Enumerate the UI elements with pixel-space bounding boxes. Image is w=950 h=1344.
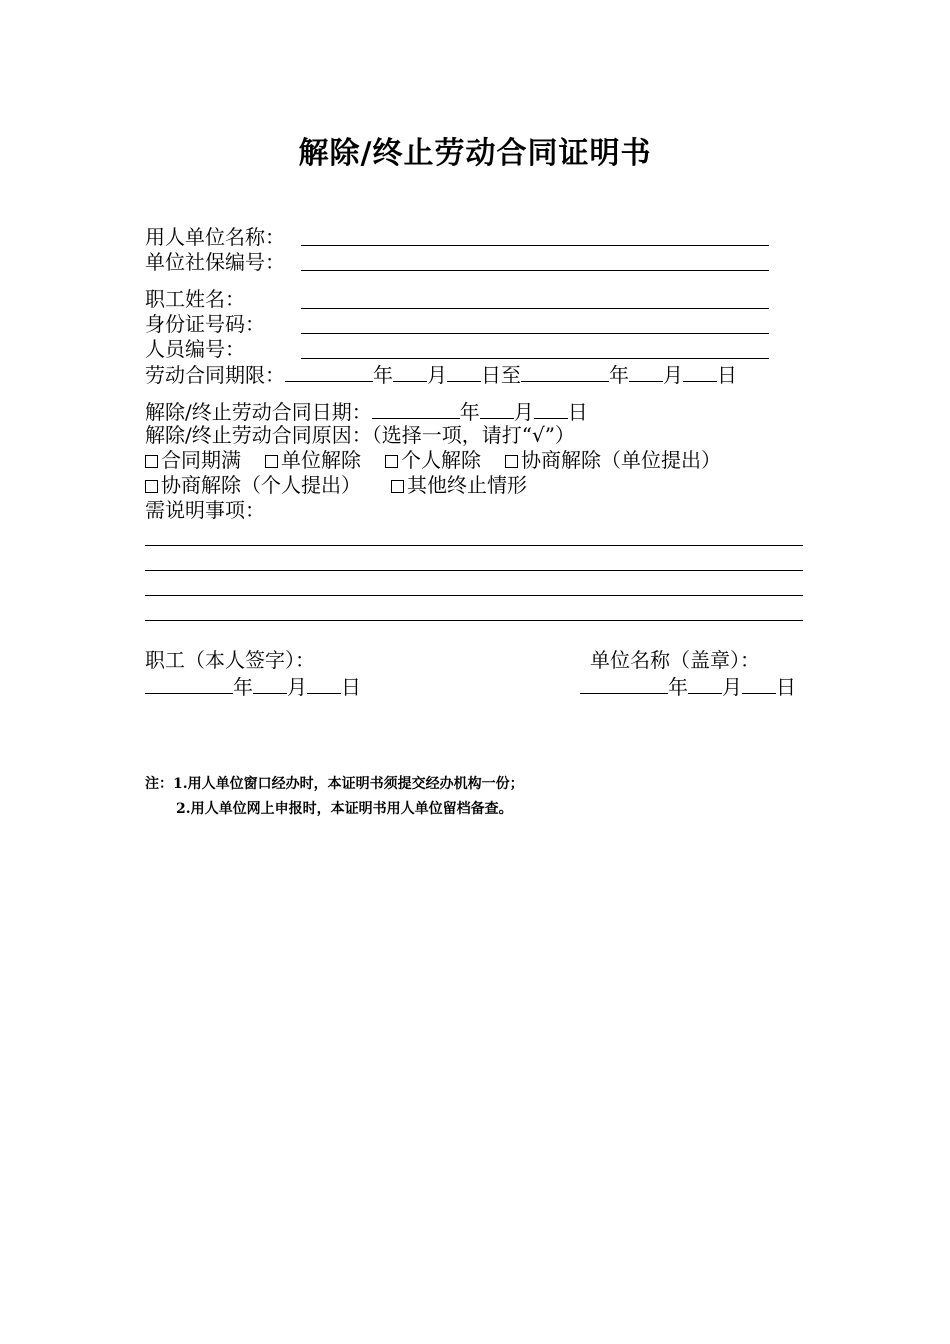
reason-option-mutual-employer[interactable]: 协商解除（单位提出） (505, 448, 721, 472)
remarks-line-3[interactable] (145, 595, 803, 596)
day-unit: 日 (776, 675, 796, 699)
day-unit: 日 (717, 363, 737, 387)
contract-term-row (145, 361, 737, 388)
termination-date-row (145, 398, 588, 425)
id-number-label: 身份证号码： (145, 312, 265, 336)
reason-option-employer-terminated[interactable]: 单位解除 (265, 448, 361, 472)
remarks-line-4[interactable] (145, 620, 803, 621)
term-start-year-field[interactable] (285, 361, 373, 382)
checkbox-icon[interactable] (505, 455, 518, 468)
reason-option-employee-terminated[interactable]: 个人解除 (385, 448, 481, 472)
employee-sign-year-field[interactable] (145, 673, 233, 694)
employee-signature-label: 职工（本人签字）： (145, 648, 315, 672)
remarks-label: 需说明事项： (145, 498, 265, 522)
reason-options-row-1 (145, 448, 721, 473)
note-line-2: 2.用人单位网上申报时，本证明书用人单位留档备查。 (176, 801, 513, 817)
employee-sign-date (145, 673, 361, 700)
reason-option-mutual-employee[interactable]: 协商解除（个人提出） (145, 473, 361, 497)
checkbox-icon[interactable] (145, 480, 158, 493)
checkbox-icon[interactable] (265, 455, 278, 468)
social-security-no-field[interactable] (301, 270, 769, 271)
id-number-field[interactable] (301, 333, 769, 334)
checkbox-icon[interactable] (145, 455, 158, 468)
employer-seal-day-field[interactable] (742, 673, 776, 694)
reason-option-contract-expired[interactable]: 合同期满 (145, 448, 241, 472)
year-unit: 年 (373, 363, 393, 387)
termination-date-label: 解除/终止劳动合同日期： (145, 400, 372, 424)
termination-month-field[interactable] (480, 398, 514, 419)
termination-year-field[interactable] (372, 398, 460, 419)
term-start-day-field[interactable] (447, 361, 481, 382)
employer-name-label: 用人单位名称： (145, 225, 285, 249)
employer-name-field[interactable] (301, 245, 769, 246)
remarks-line-2[interactable] (145, 570, 803, 571)
checkbox-icon[interactable] (391, 480, 404, 493)
day-unit: 日 (341, 675, 361, 699)
year-unit: 年 (233, 675, 253, 699)
reason-label: 解除/终止劳动合同原因：（选择一项，请打“√”） (145, 423, 575, 447)
to-unit: 日至 (481, 363, 521, 387)
term-end-month-field[interactable] (629, 361, 663, 382)
employer-seal-month-field[interactable] (688, 673, 722, 694)
reason-options-row-2 (145, 473, 527, 498)
month-unit: 月 (287, 675, 307, 699)
staff-no-label: 人员编号： (145, 337, 245, 361)
term-end-year-field[interactable] (521, 361, 609, 382)
employee-name-field[interactable] (301, 308, 769, 309)
staff-no-field[interactable] (301, 358, 769, 359)
checkbox-icon[interactable] (385, 455, 398, 468)
month-unit: 月 (513, 400, 534, 424)
remarks-line-1[interactable] (145, 545, 803, 546)
year-unit: 年 (609, 363, 629, 387)
termination-day-field[interactable] (534, 398, 568, 419)
month-unit: 月 (722, 675, 742, 699)
reason-option-other[interactable]: 其他终止情形 (391, 473, 527, 497)
employer-seal-date (580, 673, 796, 700)
employee-name-label: 职工姓名： (145, 287, 245, 311)
employee-sign-day-field[interactable] (307, 673, 341, 694)
note-line-1: 注：1.用人单位窗口经办时，本证明书须提交经办机构一份； (145, 776, 524, 792)
employer-seal-label: 单位名称（盖章）： (590, 648, 760, 672)
employer-seal-year-field[interactable] (580, 673, 668, 694)
term-start-month-field[interactable] (393, 361, 427, 382)
month-unit: 月 (427, 363, 447, 387)
year-unit: 年 (668, 675, 688, 699)
term-end-day-field[interactable] (683, 361, 717, 382)
day-unit: 日 (567, 400, 588, 424)
contract-term-label: 劳动合同期限： (145, 363, 285, 387)
page-title: 解除/终止劳动合同证明书 (298, 136, 652, 171)
social-security-no-label: 单位社保编号： (145, 250, 285, 274)
month-unit: 月 (663, 363, 683, 387)
year-unit: 年 (459, 400, 480, 424)
employee-sign-month-field[interactable] (253, 673, 287, 694)
